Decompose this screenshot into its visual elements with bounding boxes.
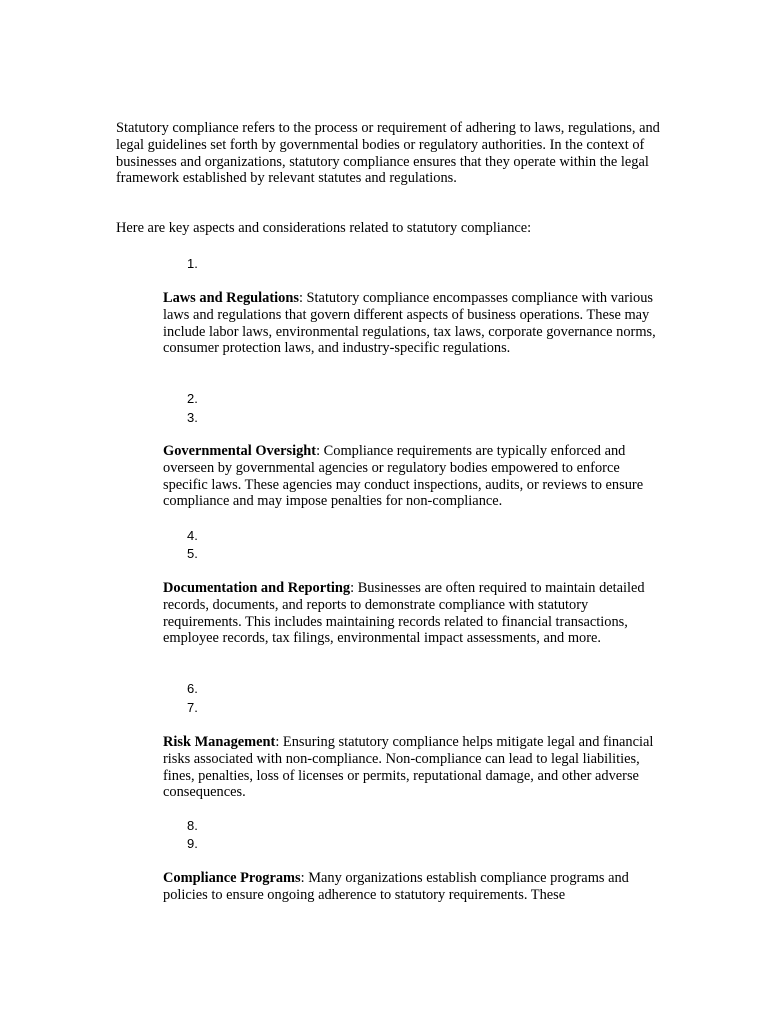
item-heading: Documentation and Reporting bbox=[163, 580, 351, 596]
intro-paragraph: Statutory compliance refers to the process or requirement of adhering to laws, regulations, and legal guidelines set forth by governmental bodies or regulatory authorities. In the context of businesses and organizations, statutory compliance ensures that they operate within the legal framework established by relevant statutes and regulations. bbox=[116, 120, 660, 187]
list-item-documentation-reporting bbox=[163, 580, 663, 647]
item-text: : Compliance requirements are typically enforced and overseen by governmental agencies or regulatory bodies empowered to enforce specific laws. These agencies may conduct inspections, audits, or reviews to ensure compliance and may impose penalties for non-compliance. bbox=[163, 443, 644, 510]
item-heading: Laws and Regulations bbox=[163, 290, 299, 306]
list-number-6: 6. bbox=[187, 681, 198, 696]
lead-paragraph: Here are key aspects and considerations related to statutory compliance: bbox=[116, 220, 532, 236]
list-number-2: 2. bbox=[187, 391, 198, 406]
item-text: : Statutory compliance encompasses compliance with various laws and regulations that govern different aspects of business operations. These may include labor laws, environmental regulations, tax laws, corporate governance norms, consumer protection laws, and industry-specific regulations. bbox=[163, 290, 656, 357]
list-item-laws-regulations bbox=[163, 290, 663, 357]
list-number-4: 4. bbox=[187, 528, 198, 543]
list-number-1: 1. bbox=[187, 256, 198, 271]
item-heading: Risk Management bbox=[163, 734, 276, 750]
list-number-7: 7. bbox=[187, 700, 198, 715]
list-number-8: 8. bbox=[187, 818, 198, 833]
list-number-9: 9. bbox=[187, 836, 198, 851]
item-text: : Many organizations establish compliance programs and policies to ensure ongoing adherence to statutory requirements. These bbox=[163, 870, 629, 903]
list-item-compliance-programs bbox=[163, 870, 663, 904]
list-number-3: 3. bbox=[187, 410, 198, 425]
list-item-risk-management bbox=[163, 734, 663, 801]
list-item-governmental-oversight bbox=[163, 443, 663, 510]
item-text: : Businesses are often required to maintain detailed records, documents, and reports to demonstrate compliance with statutory requirements. This includes maintaining records related to financial transactions, employee records, tax filings, environmental impact assessments, and more. bbox=[163, 580, 645, 647]
item-heading: Governmental Oversight bbox=[163, 443, 317, 459]
item-text: : Ensuring statutory compliance helps mitigate legal and financial risks associated with non-compliance. Non-compliance can lead to legal liabilities, fines, penalties, loss of licenses or permits, reputational damage, and other adverse consequences. bbox=[163, 734, 654, 801]
list-number-5: 5. bbox=[187, 546, 198, 561]
item-heading: Compliance Programs bbox=[163, 870, 301, 886]
